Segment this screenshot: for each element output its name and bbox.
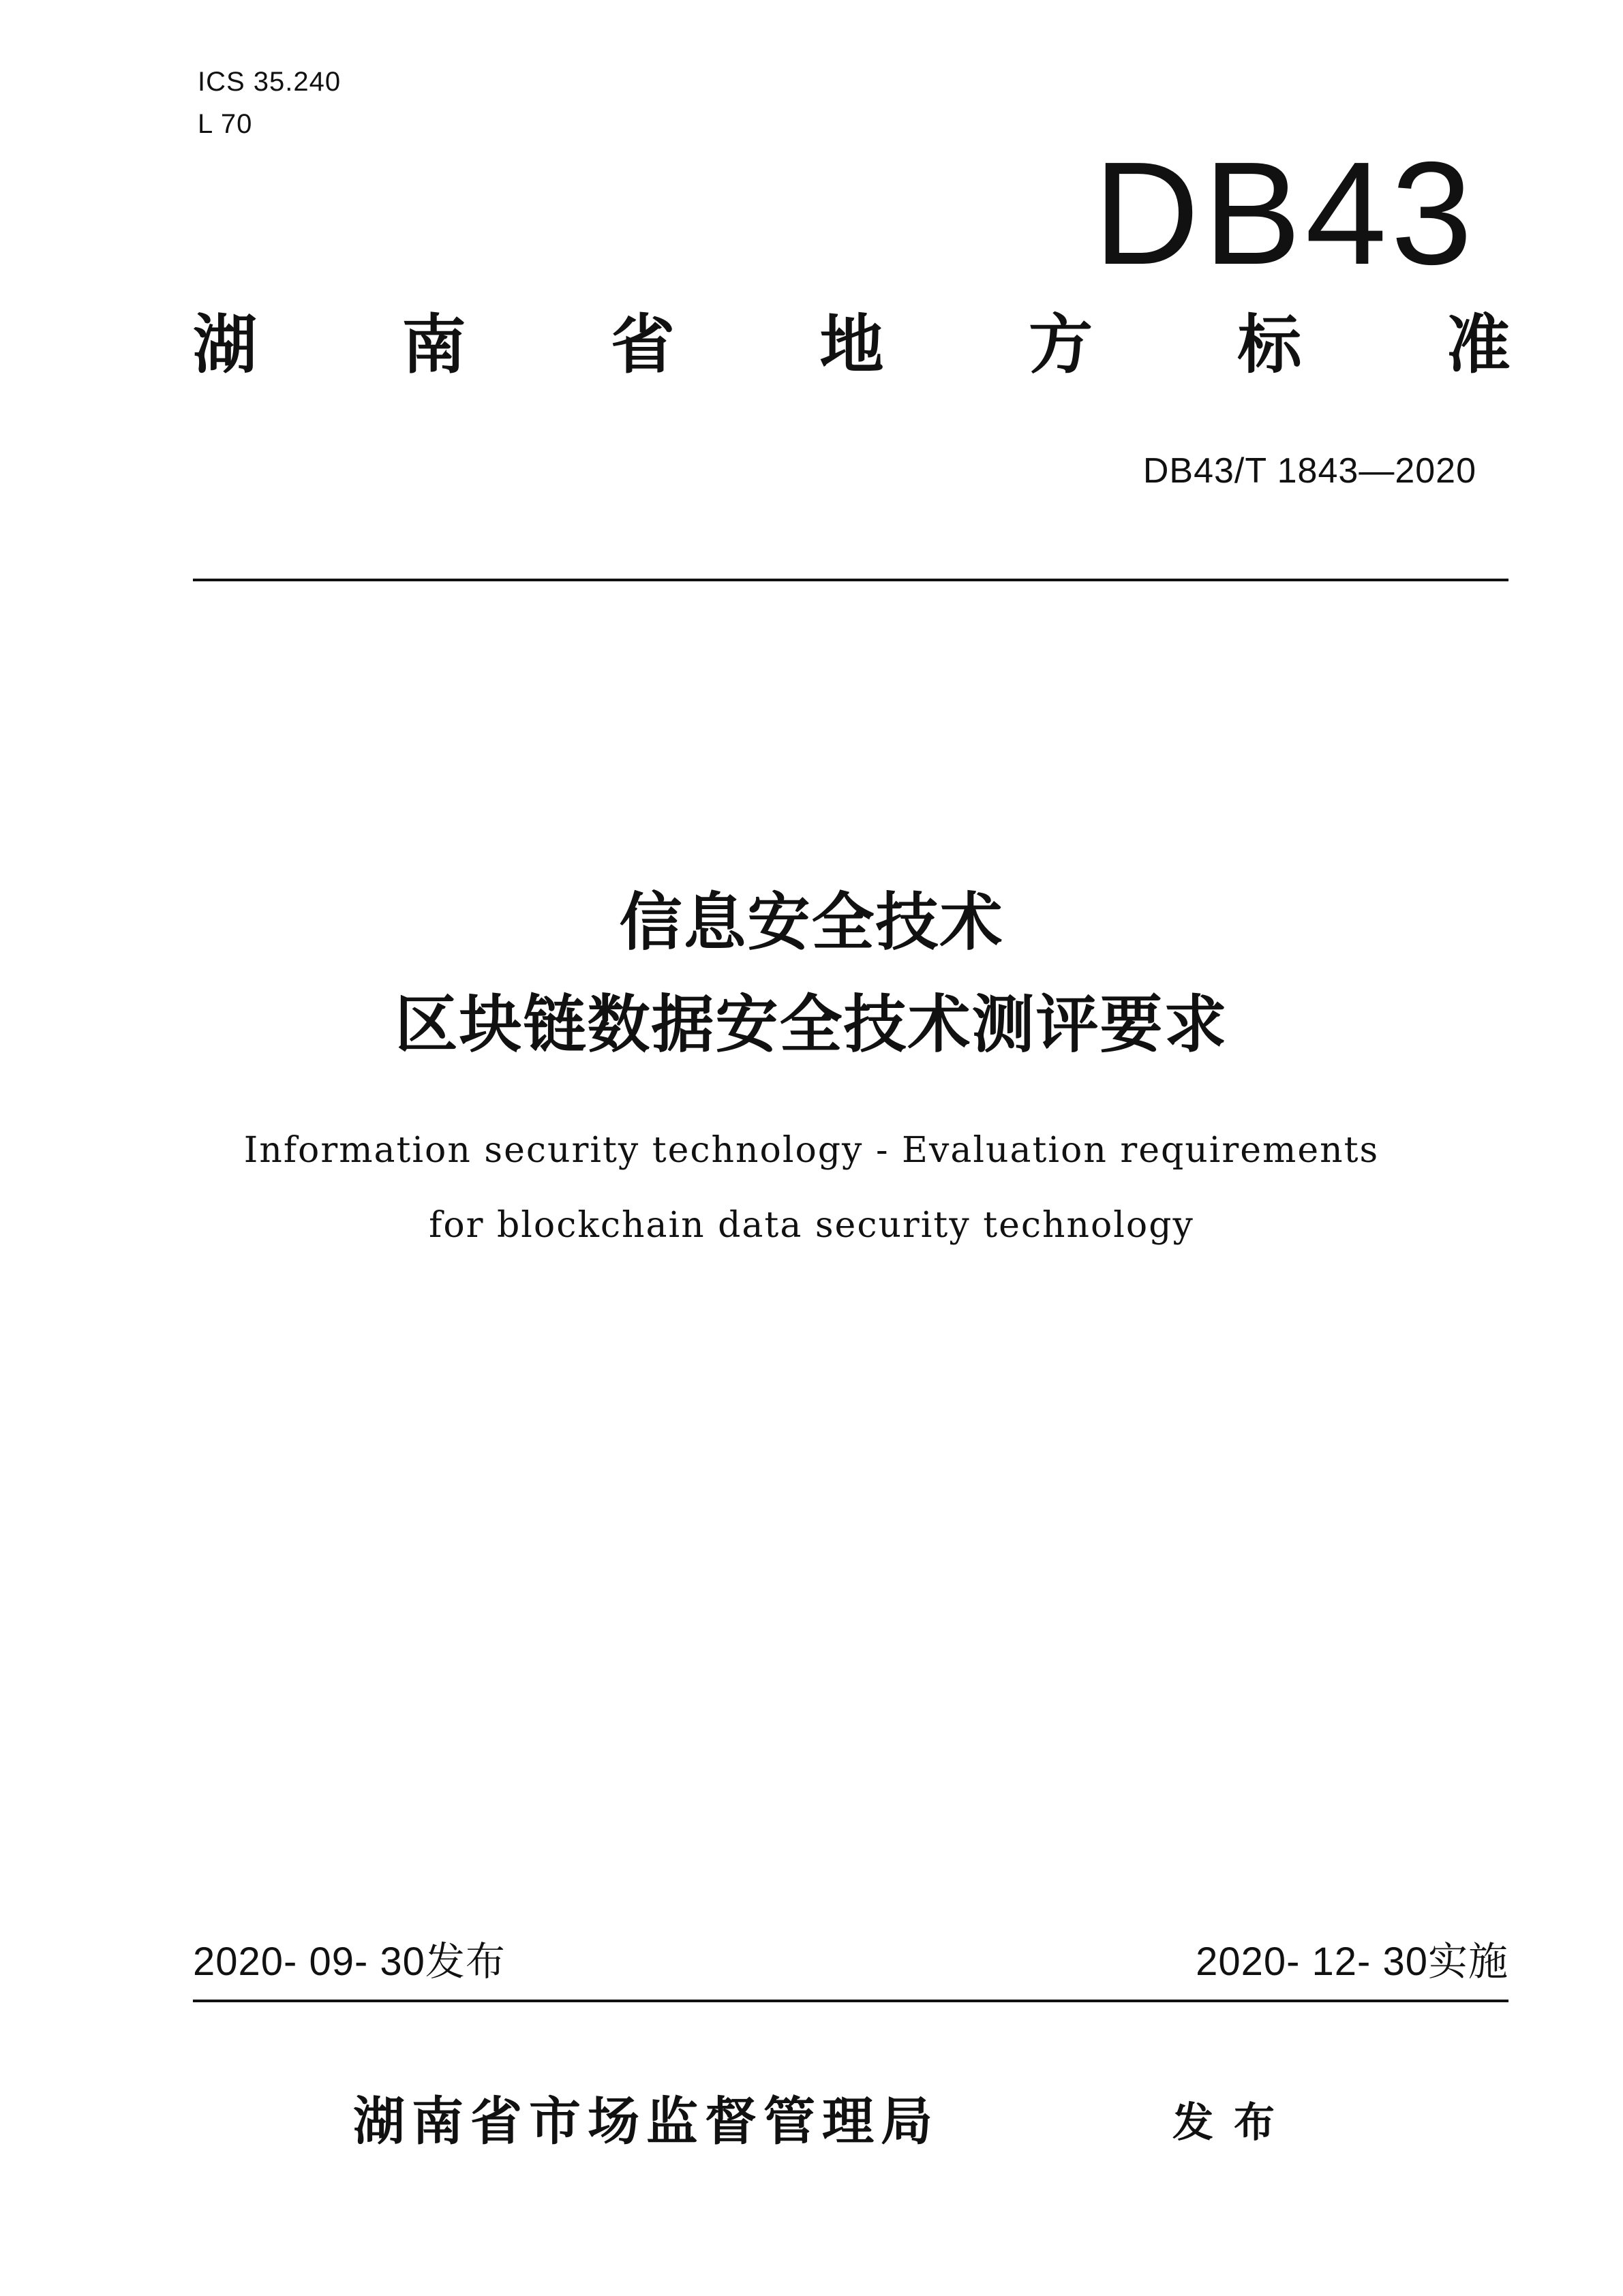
chinese-title-line-1: 信息安全技术 — [619, 886, 1004, 959]
standard-code-logo: DB43 — [1093, 131, 1476, 295]
publish-label: 发布 — [1172, 2099, 1295, 2147]
ccs-code: L 70 — [198, 109, 253, 139]
ics-code: ICS 35.240 — [198, 67, 342, 97]
standard-type-char: 方 — [1028, 308, 1093, 382]
standard-type-char: 省 — [610, 308, 675, 382]
standard-type-char: 湖 — [193, 308, 258, 382]
english-title-line-2: for blockchain data security technology — [429, 1205, 1194, 1246]
top-divider — [193, 579, 1508, 581]
bottom-divider — [193, 2000, 1508, 2002]
issuing-authority: 湖南省市场监督管理局 — [353, 2091, 939, 2152]
standard-number: DB43/T 1843—2020 — [1142, 451, 1476, 491]
issue-date: 2020- 09- 30发布 — [193, 1940, 506, 1984]
standard-type-char: 标 — [1237, 308, 1302, 382]
standard-type-char: 南 — [401, 308, 466, 382]
chinese-title-line-2: 区块链数据安全技术测评要求 — [395, 988, 1228, 1061]
standard-type-heading — [193, 308, 1511, 383]
english-title-line-1: Information security technology - Evaluation requirements — [243, 1130, 1380, 1171]
implementation-date: 2020- 12- 30实施 — [1196, 1940, 1508, 1984]
standard-type-char: 准 — [1446, 308, 1511, 382]
standard-type-char: 地 — [819, 308, 884, 382]
